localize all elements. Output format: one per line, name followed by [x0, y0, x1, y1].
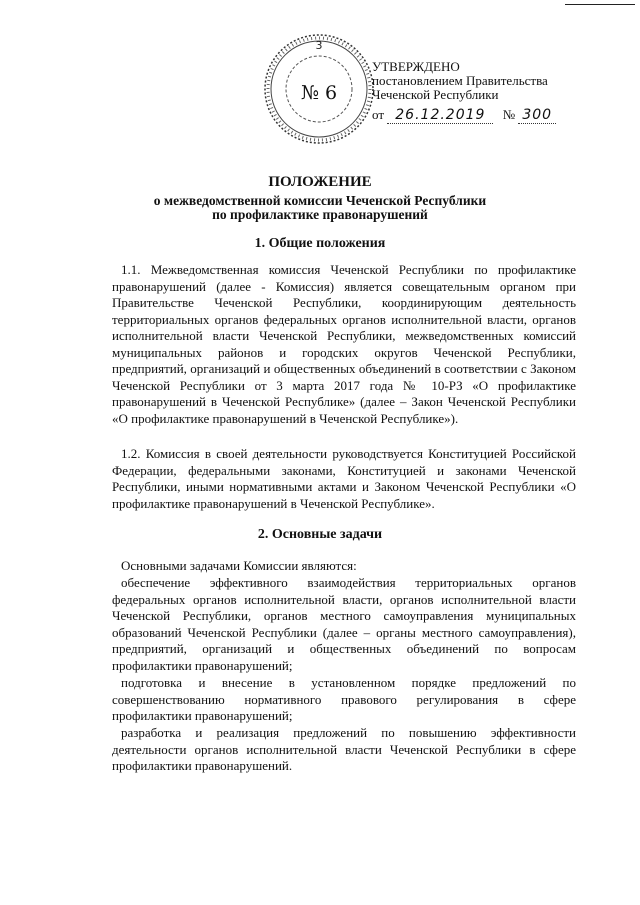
number-prefix: № [502, 107, 516, 122]
task-item-1: обеспечение эффективного взаимодействия территориальных органов федеральных органов исполнительной власти, органов исполнительной власти Чеченской Республики, органов местного самоуправления муниципальных образований Чеченской Республики (далее – органы местного самоуправления), предприятий, организаций и общественных объединений по вопросам профилактики правонарушений; [112, 575, 576, 673]
section1-heading: 1. Общие положения [254, 236, 386, 251]
approval-number: 300 [518, 107, 556, 124]
document-subtitle-line2: по профилактике правонарушений [212, 207, 428, 222]
task-item-3: разработка и реализация предложений по повышению эффективности деятельности органов исполнительной власти Чеченской Республики в сфере профилактики правонарушений. [112, 725, 576, 773]
top-rule [565, 4, 635, 5]
approval-line2: постановлением Правительства [372, 73, 548, 88]
approval-line1: УТВЕРЖДЕНО [372, 59, 460, 74]
section2-heading: 2. Основные задачи [257, 527, 383, 542]
approval-date: 26.12.2019 [387, 107, 493, 124]
official-seal-stamp [263, 33, 375, 145]
approval-block [372, 60, 556, 122]
paragraph-1-2: 1.2. Комиссия в своей деятельности руководствуется Конституцией Российской Федерации, федеральными законами, Конституцией и законами Чеченской Республики, иными нормативными актами и Законом Чеченской Республики «О профилактике правонарушений в Чеченской Республике». [112, 446, 576, 511]
document-title: ПОЛОЖЕНИЕ [268, 174, 372, 190]
task-item-2: подготовка и внесение в установленном порядке предложений по совершенствованию нормативного правового регулирования в сфере профилактики правонарушений; [112, 675, 576, 723]
approval-date-line [372, 108, 556, 122]
approval-line3: Чеченской Республики [372, 87, 499, 102]
document-subtitle-line1: о межведомственной комиссии Чеченской Республики [153, 193, 487, 208]
section2-intro: Основными задачами Комиссии являются: [121, 558, 357, 573]
paragraph-1-1: 1.1. Межведомственная комиссия Чеченской Республики по профилактике правонарушений (далее - Комиссия) является совещательным органом при Правительстве Чеченской Республики, координирующим деятельность территориальных органов федеральных органов исполнительной власти, органов исполнительной власти Чеченской Республики, межведомственных комиссий муниципальных районов и городских округов Чеченской Республики, предприятий, организаций и общественных объединений в соответствии с Законом Чеченской Республики от 3 марта 2017 года № 10-РЗ «О профилактике правонарушений в Чеченской Республике» (далее – Закон Чеченской Республики «О профилактике правонарушений в Чеченской Республике»). [112, 262, 576, 426]
stamp-digit: 3 [315, 39, 323, 52]
stamp-number: № 6 [300, 82, 338, 104]
date-prefix: от [372, 107, 385, 122]
